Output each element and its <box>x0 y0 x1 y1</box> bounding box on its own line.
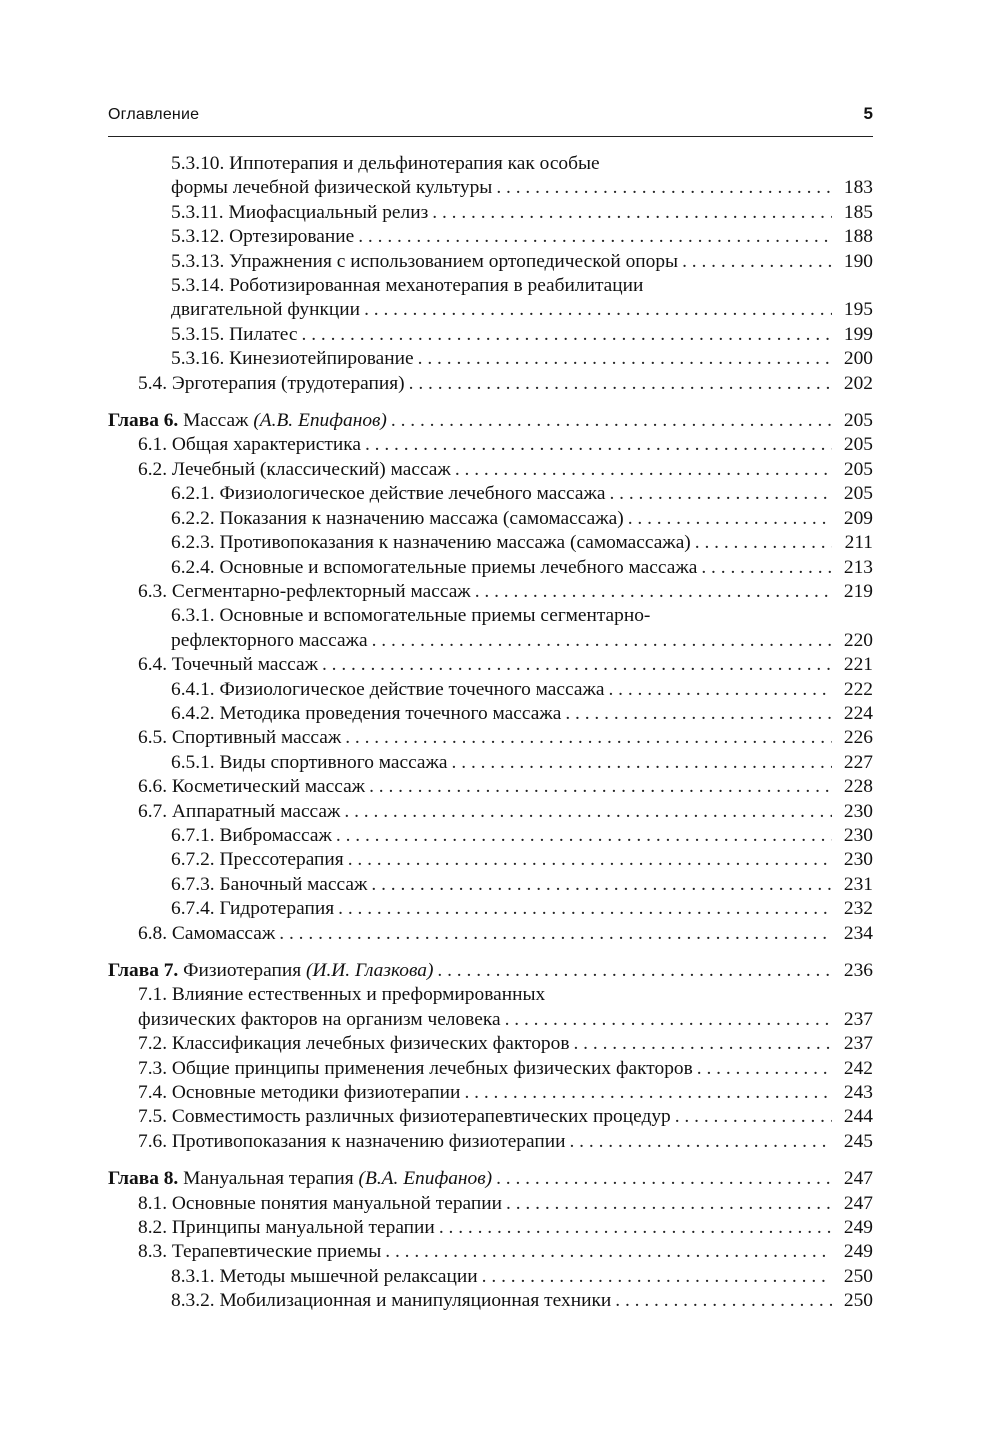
toc-entry-title: 5.3.11. Миофасциальный релиз <box>171 201 429 223</box>
toc-entry[interactable] <box>108 250 873 274</box>
toc-entry[interactable] <box>108 702 873 726</box>
toc-entry[interactable] <box>108 1289 873 1313</box>
dot-leader <box>372 629 832 653</box>
toc-page-number: 205 <box>843 410 873 432</box>
toc-entry-title: Физиотерапия <box>183 960 302 981</box>
toc-page-number: 185 <box>843 201 873 223</box>
toc-entry[interactable] <box>108 678 873 702</box>
toc-entry[interactable] <box>108 922 873 946</box>
chapter-author: (И.И. Глазкова) <box>305 960 434 981</box>
toc-entry-title: 6.4.2. Методика проведения точечного массажа <box>171 702 562 724</box>
toc-entry[interactable] <box>108 1057 873 1081</box>
toc-page-number: 245 <box>843 1130 873 1152</box>
dot-leader <box>338 897 832 921</box>
toc-page-number: 250 <box>843 1265 873 1287</box>
toc-entry-title: 6.1. Общая характеристика <box>138 434 361 456</box>
dot-leader <box>385 1240 832 1264</box>
toc-entry-title: 7.2. Классификация лечебных физических факторов <box>138 1033 570 1055</box>
toc-entry[interactable] <box>108 482 873 506</box>
toc-entry-title: 5.3.14. Роботизированная механотерапия в реабилитации <box>171 275 644 297</box>
toc-entry[interactable] <box>108 1081 873 1105</box>
toc-entry[interactable] <box>108 274 873 323</box>
toc-entry[interactable] <box>108 372 873 396</box>
toc-page-number: 232 <box>843 898 873 920</box>
toc-entry-title: 7.3. Общие принципы применения лечебных физических факторов <box>138 1057 693 1079</box>
page-number: 5 <box>863 104 873 123</box>
dot-leader <box>475 580 832 604</box>
toc-entry[interactable] <box>108 775 873 799</box>
dot-leader <box>506 1192 832 1216</box>
dot-leader <box>464 1081 832 1105</box>
toc-page-number: 209 <box>843 507 873 529</box>
toc-entry-title: 7.1. Влияние естественных и преформированных <box>138 984 546 1006</box>
toc-page-number: 247 <box>843 1168 873 1190</box>
toc-entry-title: 7.5. Совместимость различных физиотерапевтических процедур <box>138 1106 671 1128</box>
toc-page-number: 211 <box>844 532 873 554</box>
toc-page-number: 236 <box>843 960 873 981</box>
toc-page-number: 249 <box>843 1217 873 1239</box>
toc-page-number: 230 <box>843 824 873 846</box>
toc-entry-title: 8.3.2. Мобилизационная и манипуляционная техники <box>171 1290 612 1312</box>
toc-entry[interactable] <box>108 201 873 225</box>
toc-page-number: 226 <box>843 727 873 749</box>
toc-entry[interactable] <box>108 873 873 897</box>
toc-entry[interactable] <box>108 800 873 824</box>
dot-leader <box>675 1105 832 1129</box>
dot-leader <box>437 959 832 983</box>
toc-page-number: 183 <box>843 177 873 199</box>
toc-entry-title: 6.8. Самомассаж <box>138 922 276 944</box>
dot-leader <box>369 775 832 799</box>
toc-page-number: 195 <box>843 299 873 321</box>
toc-entry-title: 5.3.10. Иппотерапия и дельфинотерапия как особые <box>171 153 600 174</box>
toc-entry-title: 6.4. Точечный массаж <box>138 654 318 676</box>
toc-page-number: 199 <box>843 323 873 345</box>
toc-entry-title: 6.7.4. Гидротерапия <box>171 898 335 920</box>
dot-leader <box>496 1167 832 1191</box>
toc-entry[interactable] <box>108 347 873 371</box>
toc-entry[interactable] <box>108 152 873 201</box>
dot-leader <box>569 1130 832 1154</box>
toc-page-number: 227 <box>843 751 873 773</box>
toc-entry-title: 6.6. Косметический массаж <box>138 776 366 798</box>
toc-entry[interactable] <box>108 897 873 921</box>
toc-entry-title: 6.3.1. Основные и вспомогательные приемы сегментарно- <box>171 605 651 627</box>
toc-entry[interactable] <box>108 225 873 249</box>
chapter-author: (В.А. Епифанов) <box>358 1168 493 1190</box>
toc-page-number: 220 <box>843 629 873 651</box>
chapter-number: Глава 6. <box>108 410 179 432</box>
toc-page-number: 213 <box>843 556 873 578</box>
dot-leader <box>452 751 832 775</box>
toc-page-number: 247 <box>843 1192 873 1214</box>
dot-leader <box>365 433 832 457</box>
dot-leader <box>573 1032 832 1056</box>
toc-entry[interactable] <box>108 323 873 347</box>
toc-page-number: 244 <box>843 1106 873 1128</box>
toc-entry-title: 6.3. Сегментарно-рефлекторный массаж <box>138 580 471 602</box>
toc-page-number: 188 <box>843 226 873 248</box>
toc-chapter-entry[interactable] <box>108 1167 873 1191</box>
toc-page-number: 237 <box>843 1033 873 1055</box>
toc-page-number: 237 <box>843 1008 873 1030</box>
toc-entry-title: 6.7.2. Прессотерапия <box>171 849 344 871</box>
toc-entry-title: 6.2.3. Противопоказания к назначению массажа (самомассажа) <box>171 532 691 554</box>
toc-page-number: 250 <box>843 1290 873 1312</box>
dot-leader <box>609 482 832 506</box>
dot-leader <box>455 458 832 482</box>
dot-leader <box>348 848 832 872</box>
dot-leader <box>358 225 832 249</box>
dot-leader <box>409 372 832 396</box>
toc-entry-title: рефлекторного массажа <box>171 629 368 651</box>
toc-entry[interactable] <box>108 751 873 775</box>
toc-entry[interactable] <box>108 1192 873 1216</box>
toc-page-number: 202 <box>843 372 873 394</box>
toc-entry[interactable] <box>108 1240 873 1264</box>
toc-entry[interactable] <box>108 531 873 555</box>
running-header <box>108 100 873 137</box>
dot-leader <box>628 507 832 531</box>
dot-leader <box>439 1216 832 1240</box>
toc-entry[interactable] <box>108 433 873 457</box>
toc-entry-title: 6.7.1. Вибромассаж <box>171 824 332 846</box>
toc-entry-title: 6.4.1. Физиологическое действие точечного массажа <box>171 678 605 700</box>
toc-page-number: 228 <box>843 776 873 798</box>
dot-leader <box>432 201 832 225</box>
dot-leader <box>682 250 832 274</box>
dot-leader <box>565 702 832 726</box>
toc-page-number: 221 <box>843 654 873 676</box>
toc-entry[interactable] <box>108 726 873 750</box>
dot-leader <box>418 347 832 371</box>
toc-entry[interactable] <box>108 1216 873 1240</box>
dot-leader <box>345 726 832 750</box>
toc-entry-title: 8.3. Терапевтические приемы <box>138 1241 382 1263</box>
toc-page-number: 231 <box>843 873 873 895</box>
toc-entry[interactable] <box>108 653 873 677</box>
toc-entry[interactable] <box>108 458 873 482</box>
dot-leader <box>279 922 832 946</box>
dot-leader <box>322 653 832 677</box>
toc-entry-title: формы лечебной физической культуры <box>171 177 493 199</box>
toc-entry-title: 5.3.12. Ортезирование <box>171 226 355 248</box>
toc-page-number: 224 <box>843 702 873 724</box>
toc-entry[interactable] <box>108 556 873 580</box>
toc-page-number: 234 <box>843 922 873 944</box>
toc-entry-title: 6.7.3. Баночный массаж <box>171 873 368 895</box>
toc-entry-title: 6.5.1. Виды спортивного массажа <box>171 751 448 773</box>
toc-page-number: 230 <box>843 800 873 822</box>
toc-page-number: 200 <box>843 348 873 370</box>
dot-leader <box>608 678 832 702</box>
toc-entry-title: Мануальная терапия <box>183 1168 354 1190</box>
dot-leader <box>391 409 832 433</box>
toc-entry-title: 5.4. Эрготерапия (трудотерапия) <box>138 372 405 394</box>
toc-entry[interactable] <box>108 1265 873 1289</box>
toc-page-number: 190 <box>843 250 873 272</box>
toc-entry-title: 6.7. Аппаратный массаж <box>138 800 341 822</box>
dot-leader <box>482 1265 832 1289</box>
dot-leader <box>364 298 832 322</box>
toc-entry[interactable] <box>108 983 873 1032</box>
toc-entry-title: 7.6. Противопоказания к назначению физиотерапии <box>138 1130 566 1152</box>
dot-leader <box>697 1057 832 1081</box>
toc-entry[interactable] <box>108 604 873 653</box>
toc-entry-title: 5.3.13. Упражнения с использованием ортопедической опоры <box>171 250 679 272</box>
toc-page-number: 242 <box>843 1057 873 1079</box>
dot-leader <box>695 531 832 555</box>
dot-leader <box>701 556 832 580</box>
toc-page-number: 222 <box>843 678 873 700</box>
toc-chapter-entry[interactable] <box>108 959 873 983</box>
dot-leader <box>496 176 832 200</box>
toc-entry[interactable] <box>108 580 873 604</box>
toc-entry-title: 8.3.1. Методы мышечной релаксации <box>171 1265 478 1287</box>
toc-entry-title: Массаж <box>183 410 249 432</box>
dot-leader <box>371 873 832 897</box>
toc-entry-title: 6.2.4. Основные и вспомогательные приемы лечебного массажа <box>171 556 698 578</box>
dot-leader <box>302 323 832 347</box>
toc-page-number: 243 <box>843 1082 873 1104</box>
toc-entry[interactable] <box>108 507 873 531</box>
chapter-number: Глава 8. <box>108 1168 179 1190</box>
toc-entry-title: двигательной функции <box>171 299 361 321</box>
toc-chapter-entry[interactable] <box>108 409 873 433</box>
table-of-contents <box>108 152 873 1314</box>
toc-page-number: 205 <box>843 434 873 456</box>
toc-entry-title: 6.5. Спортивный массаж <box>138 727 342 749</box>
toc-entry-title: физических факторов на организм человека <box>138 1008 501 1030</box>
toc-page-number: 230 <box>843 849 873 871</box>
dot-leader <box>505 1008 832 1032</box>
toc-entry[interactable] <box>108 1032 873 1056</box>
toc-entry-title: 8.1. Основные понятия мануальной терапии <box>138 1192 503 1214</box>
dot-leader <box>615 1289 832 1313</box>
toc-entry-title: 5.3.15. Пилатес <box>171 323 298 345</box>
running-header-title: Оглавление <box>108 106 200 123</box>
toc-entry[interactable] <box>108 1105 873 1129</box>
toc-entry[interactable] <box>108 848 873 872</box>
toc-entry-title: 5.3.16. Кинезиотейпирование <box>171 348 414 370</box>
dot-leader <box>336 824 832 848</box>
toc-entry[interactable] <box>108 824 873 848</box>
toc-entry-title: 6.2. Лечебный (классический) массаж <box>138 458 451 480</box>
toc-entry-title: 6.2.1. Физиологическое действие лечебного массажа <box>171 483 606 505</box>
toc-entry[interactable] <box>108 1130 873 1154</box>
toc-entry-title: 7.4. Основные методики физиотерапии <box>138 1082 461 1104</box>
toc-entry-title: 6.2.2. Показания к назначению массажа (самомассажа) <box>171 507 624 529</box>
toc-entry-title: 8.2. Принципы мануальной терапии <box>138 1217 435 1239</box>
toc-page-number: 249 <box>843 1241 873 1263</box>
chapter-number: Глава 7. <box>108 960 179 981</box>
dot-leader <box>344 800 832 824</box>
toc-page-number: 219 <box>843 580 873 602</box>
toc-page-number: 205 <box>843 458 873 480</box>
chapter-author: (А.В. Епифанов) <box>253 410 387 432</box>
toc-page-number: 205 <box>843 483 873 505</box>
